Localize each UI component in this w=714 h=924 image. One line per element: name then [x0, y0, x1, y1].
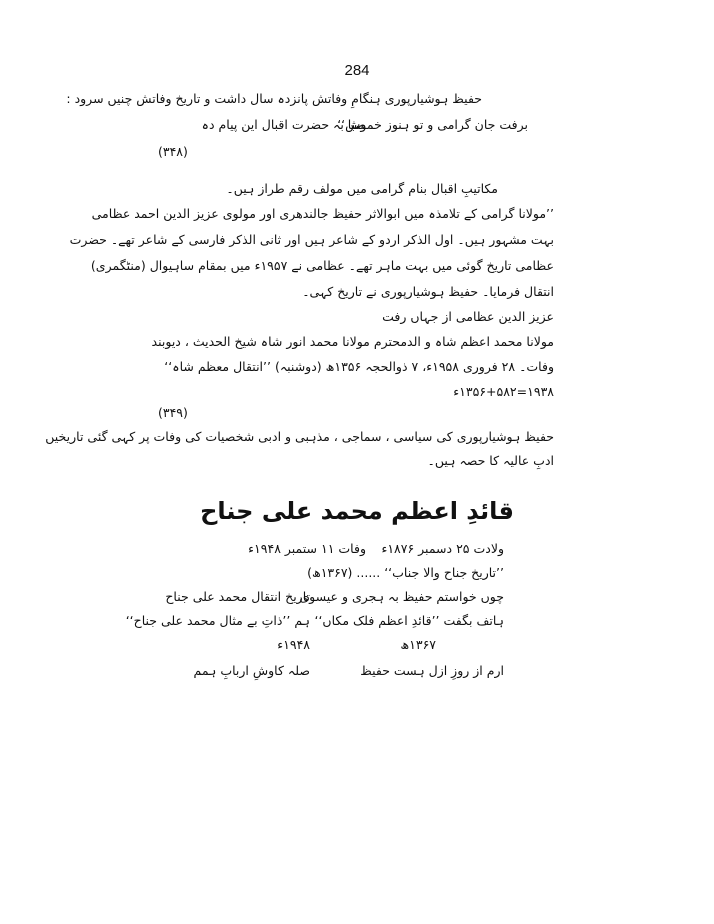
section-heading: قائدِ اعظم محمد علی جناح: [200, 497, 514, 525]
death-date: وفات ۱۱ ستمبر ۱۹۴۸ء: [248, 541, 366, 556]
text-line-12: حفیظ ہوشیارپوری کی سیاسی ، سماجی ، مذہبی و ادبی شخصیات کی وفات پر کہی گئی تاریخیں: [45, 429, 554, 444]
section-number-348: (۳۴۸): [158, 144, 188, 159]
quote-line-1: ’’مولانا گرامی کے تلامذہ میں ابوالاثر حفیظ جالندھری اور مولوی عزیز الدین احمد عظامی: [91, 206, 554, 221]
death-date-line: وفات۔ ۲۸ فروری ۱۹۵۸ء، ۷ ذوالحجہ ۱۳۵۶ھ (دوشنبہ) ’’انتقال معظم شاہ‘‘: [164, 359, 554, 374]
quote-line-2: بہت مشہور ہیں۔ اول الذکر اردو کے شاعر ہیں اور ثانی الذکر فارسی کے شاعر تھے۔ حضرت: [69, 232, 554, 247]
hijri-year: ۱۳۶۷ھ: [400, 637, 436, 652]
quote-line-3: عظامی تاریخ گوئی میں بہت ماہر تھے۔ عظامی نے ۱۹۵۷ء میں بمقام ساہیوال (منٹگمری): [90, 258, 554, 273]
calculation-line: ۱۹۳۸=۱۳۵۶+۵۸۲ء: [453, 384, 554, 399]
verse-4-right: ارم از روزِ ازل ہست حفیظ: [360, 663, 504, 678]
verse-1-left: برفت جان گرامی و تو ہنوز خموش‘‘: [337, 117, 528, 132]
birth-date: ولادت ۲۵ دسمبر ۱۸۷۶ء: [381, 541, 504, 556]
verse-2-left: تاریخ انتقال محمد علی جناح: [165, 589, 310, 604]
text-line-3: مکاتیبِ اقبال بنام گرامی میں مولف رقم طراز ہیں۔: [226, 181, 498, 196]
quote-line-4: انتقال فرمایا۔ حفیظ ہوشیارپوری نے تاریخ کہی۔: [302, 284, 554, 299]
verse-2-right: چوں خواستم حفیظ بہ ہجری و عیسوی: [299, 589, 504, 604]
page-number: 284: [344, 62, 370, 79]
section-number-349: (۳۴۹): [158, 405, 188, 420]
verse-3-right: ہاتف بگفت ’’قائدِ اعظم فلک مکاں‘‘: [314, 613, 504, 628]
verse-1-right: صبا بہ حضرت اقبال این پیام دہ: [201, 117, 366, 132]
chronogram-line-1: عزیز الدین عظامی از جہاں رفت: [382, 309, 554, 324]
text-line-13: ادبِ عالیہ کا حصہ ہیں۔: [427, 453, 554, 468]
chronogram-line-2: مولانا محمد اعظم شاہ و الدمحترم مولانا محمد انور شاہ شیخ الحدیث ، دیوبند: [151, 334, 554, 349]
chronogram-title: ’’تاریخ جناح والا جناب‘‘ ...... (۱۳۶۷ھ): [307, 565, 504, 580]
text-line-1: حفیظ ہوشیارپوری ہنگامِ وفاتش پانزدہ سال داشت و تاریخ وفاتش چنیں سرود :: [66, 91, 482, 106]
verse-3-left: ہم ’’ذاتِ بے مثال محمد علی جناح‘‘: [125, 613, 310, 628]
verse-4-left: صلہ کاوشِ اربابِ ہمم: [193, 663, 310, 678]
gregorian-year: ۱۹۴۸ء: [277, 637, 310, 652]
